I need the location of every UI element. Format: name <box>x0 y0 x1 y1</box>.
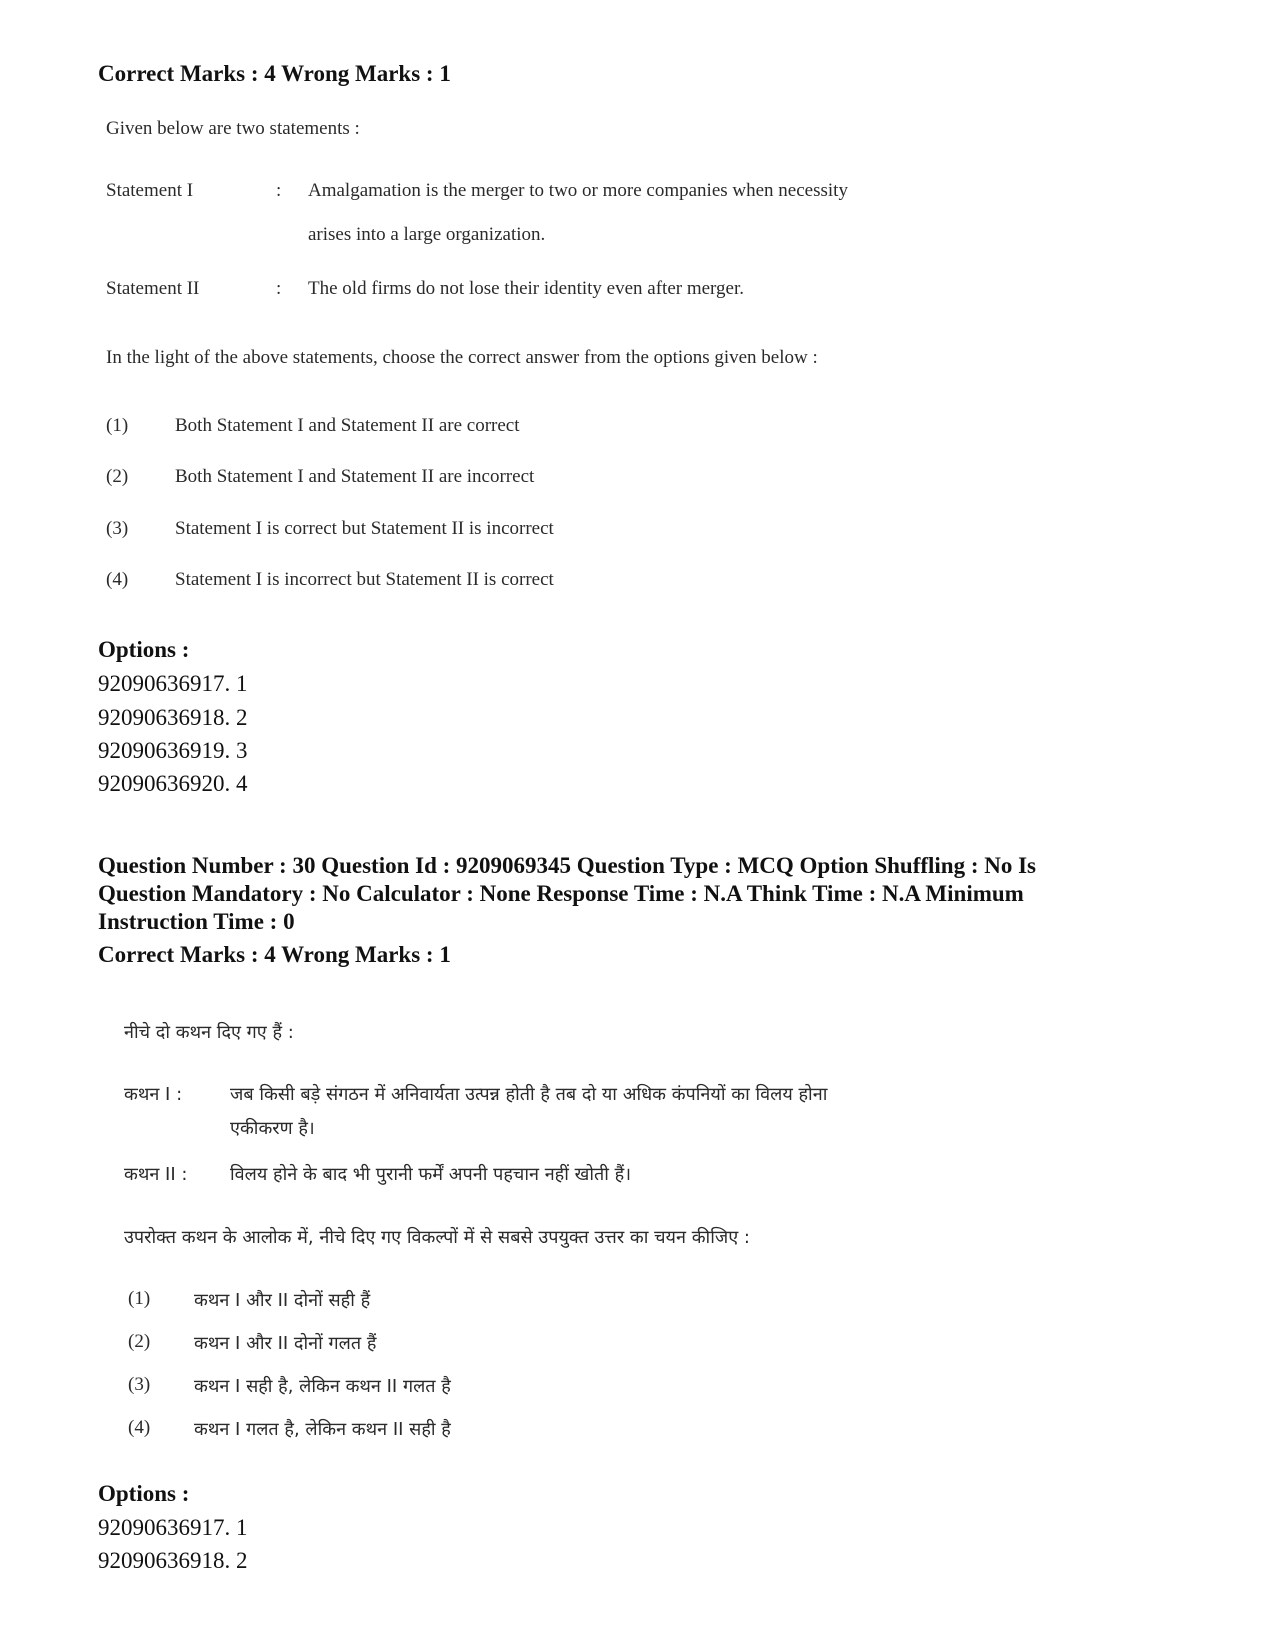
q29-option-3: 92090636919. 3 <box>98 738 248 763</box>
q29-statement1-line2: arises into a large organization. <box>308 224 546 245</box>
q30-choice-3-num: (3) <box>128 1374 151 1395</box>
q29-choice-2-text: Both Statement I and Statement II are incorrect <box>175 466 535 487</box>
q30-instruction: उपरोक्त कथन के आलोक में, नीचे दिए गए विकल्पों में से सबसे उपयुक्त उत्तर का चयन कीजिए : <box>124 1227 750 1248</box>
q30-statement1-label: कथन I : <box>124 1084 183 1105</box>
q30-option-1: 92090636917. 1 <box>98 1515 248 1540</box>
q29-option-4: 92090636920. 4 <box>98 771 248 796</box>
q29-choice-3-num: (3) <box>106 518 129 539</box>
q30-header-line1: Question Number : 30 Question Id : 9209069345 Question Type : MCQ Option Shuffling : No Is <box>98 853 1037 878</box>
q29-statement2-text: The old firms do not lose their identity even after merger. <box>308 278 744 299</box>
q30-statement1-line2: एकीकरण है। <box>230 1118 315 1139</box>
q29-choice-1-num: (1) <box>106 415 129 436</box>
q30-option-2: 92090636918. 2 <box>98 1548 248 1573</box>
q29-instruction: In the light of the above statements, choose the correct answer from the options given below : <box>106 347 818 368</box>
q29-choice-2-num: (2) <box>106 466 129 487</box>
q30-intro: नीचे दो कथन दिए गए हैं : <box>124 1022 294 1043</box>
q30-choice-2-text: कथन I और II दोनों गलत हैं <box>194 1333 377 1354</box>
q30-choice-2-num: (2) <box>128 1331 151 1352</box>
q29-choice-4-num: (4) <box>106 569 129 590</box>
q29-statement1-colon: : <box>276 180 282 201</box>
q29-options-heading: Options : <box>98 637 190 662</box>
q29-statement1-label: Statement I <box>106 180 194 201</box>
q29-statement1-line1: Amalgamation is the merger to two or more companies when necessity <box>308 180 848 201</box>
q29-statement2-colon: : <box>276 278 282 299</box>
q30-header-line3: Instruction Time : 0 <box>98 909 295 934</box>
q30-choice-4-num: (4) <box>128 1417 151 1438</box>
q29-choice-1-text: Both Statement I and Statement II are correct <box>175 415 520 436</box>
q30-statement1-line1: जब किसी बड़े संगठन में अनिवार्यता उत्पन्न होती है तब दो या अधिक कंपनियों का विलय होना <box>230 1084 828 1105</box>
q30-statement2-text: विलय होने के बाद भी पुरानी फर्में अपनी पहचान नहीं खोती हैं। <box>230 1164 632 1185</box>
q29-choice-3-text: Statement I is correct but Statement II is incorrect <box>175 518 554 539</box>
q29-option-1: 92090636917. 1 <box>98 671 248 696</box>
q30-choice-3-text: कथन I सही है, लेकिन कथन II गलत है <box>194 1376 451 1397</box>
q30-options-heading: Options : <box>98 1481 190 1506</box>
q29-marks-line: Correct Marks : 4 Wrong Marks : 1 <box>98 61 451 86</box>
q29-intro: Given below are two statements : <box>106 118 360 139</box>
q30-choice-1-text: कथन I और II दोनों सही हैं <box>194 1290 371 1311</box>
q30-choice-4-text: कथन I गलत है, लेकिन कथन II सही है <box>194 1419 451 1440</box>
q30-statement2-label: कथन II : <box>124 1164 188 1185</box>
q30-choice-1-num: (1) <box>128 1288 151 1309</box>
q29-statement2-label: Statement II <box>106 278 200 299</box>
q30-marks-line: Correct Marks : 4 Wrong Marks : 1 <box>98 942 451 967</box>
q30-header-line2: Question Mandatory : No Calculator : None Response Time : N.A Think Time : N.A Minimum <box>98 881 1024 906</box>
q29-choice-4-text: Statement I is incorrect but Statement II is correct <box>175 569 554 590</box>
q29-option-2: 92090636918. 2 <box>98 705 248 730</box>
